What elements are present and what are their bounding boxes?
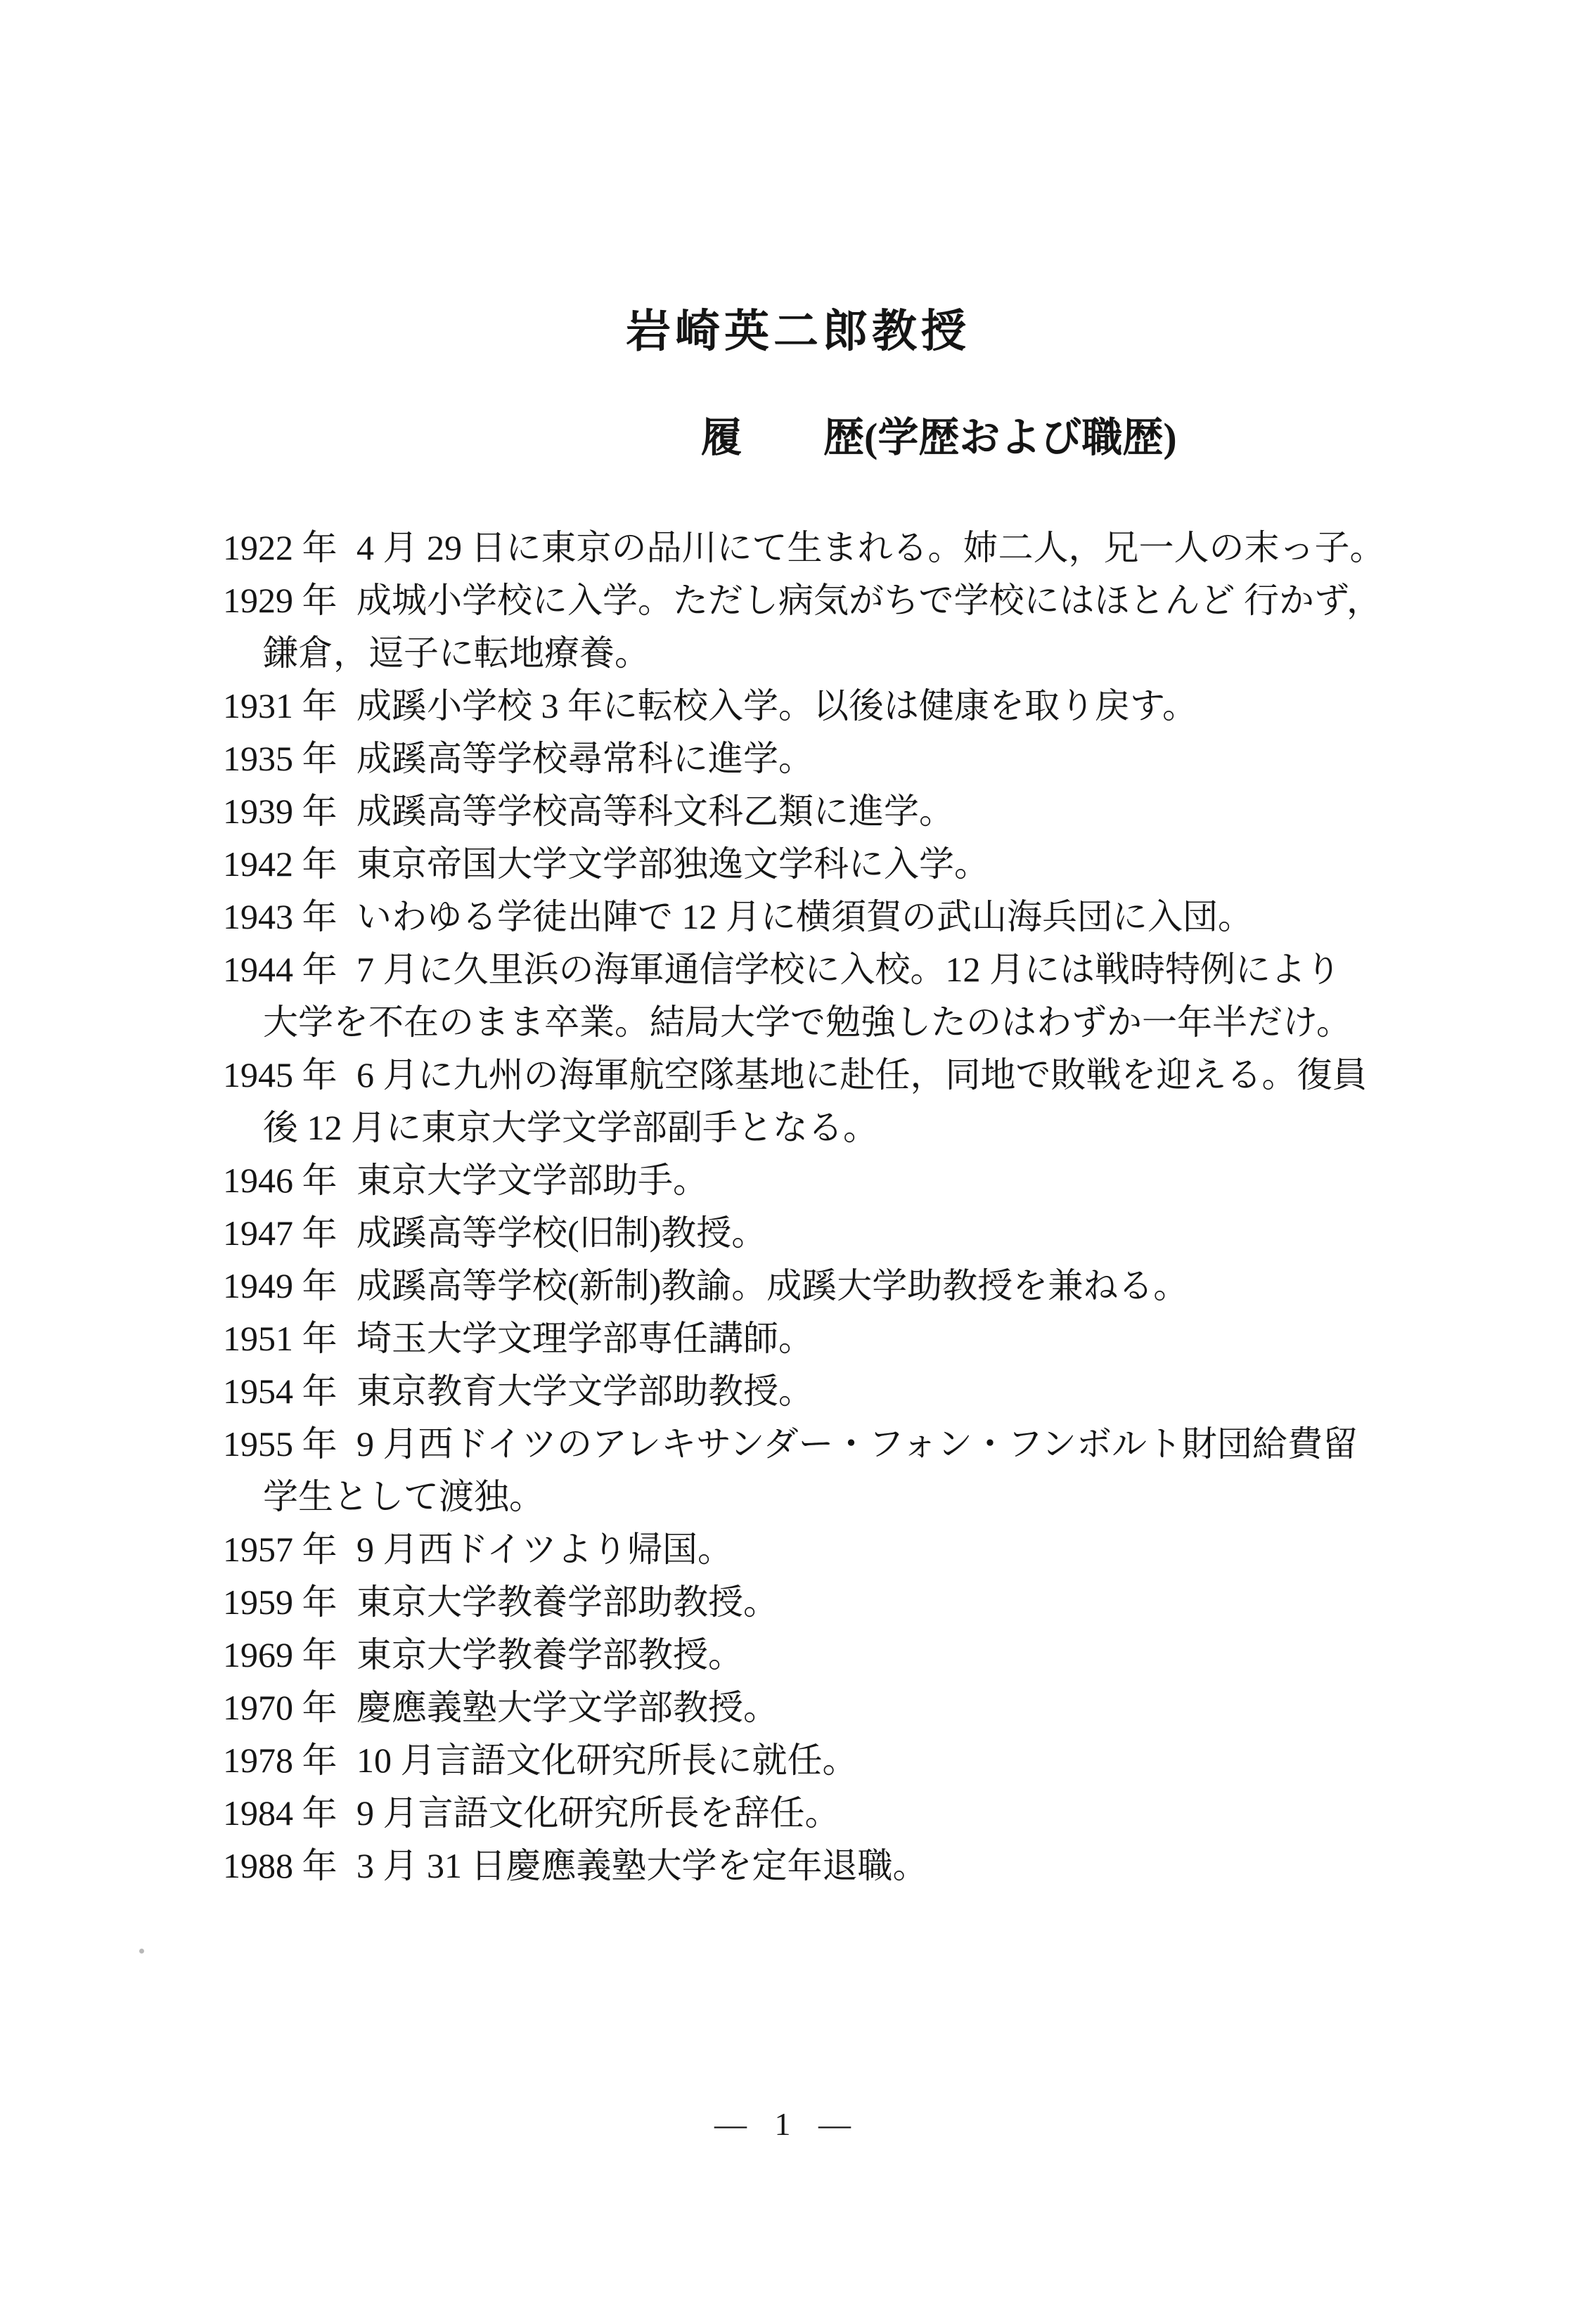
entry-text: 7 月に久里浜の海軍通信学校に入校。12 月には戦時特例により [356,950,1341,989]
cv-line [223,1049,1517,1102]
entry-year: 1942 年 [223,844,338,884]
cv-line [223,1154,1517,1207]
entry-year: 1957 年 [223,1530,338,1569]
cv-line [223,1629,1517,1681]
entry-year: 1943 年 [223,897,338,936]
entry-text: 3 月 31 日慶應義塾大学を定年退職。 [356,1846,928,1885]
entry-year: 1939 年 [223,792,338,831]
scan-artifact-dot [139,1949,144,1954]
cv-line [223,732,1517,785]
cv-line [223,785,1517,838]
cv-line [223,1681,1517,1734]
entry-text: 成蹊高等学校(旧制)教授。 [356,1213,767,1253]
entry-text: 9 月西ドイツのアレキサンダー・フォン・フンボルト財団給費留 [356,1424,1358,1464]
cv-line [223,680,1517,732]
entry-year: 1949 年 [223,1266,338,1305]
entry-year: 1935 年 [223,739,338,778]
cv-line [223,1102,1517,1154]
entry-year: 1929 年 [223,581,338,620]
entry-year: 1959 年 [223,1582,338,1622]
entry-text: 慶應義塾大学文学部教授。 [356,1688,778,1727]
cv-line [223,574,1517,627]
cv-line [223,1260,1517,1312]
entry-text: 学生として渡独。 [263,1477,544,1516]
cv-line [223,996,1517,1049]
entry-text: 東京大学教養学部教授。 [356,1635,743,1674]
cv-line [223,1365,1517,1418]
entry-year: 1944 年 [223,950,338,989]
entry-text: 成蹊高等学校高等科文科乙類に進学。 [356,792,954,831]
cv-line [223,891,1517,943]
entry-text: 成蹊高等学校(新制)教諭。成蹊大学助教授を兼ねる。 [356,1266,1189,1305]
cv-line [223,1840,1517,1892]
entry-text: 東京大学教養学部助教授。 [356,1582,778,1622]
entry-year: 1954 年 [223,1371,338,1411]
entry-year: 1922 年 [223,528,338,567]
cv-line [223,1734,1517,1787]
cv-entries [223,522,1517,1892]
entry-text: 東京教育大学文学部助教授。 [356,1371,814,1411]
entry-text: 9 月西ドイツより帰国。 [356,1530,733,1569]
entry-year: 1946 年 [223,1161,338,1200]
cv-line [223,627,1517,680]
entry-text: 10 月言語文化研究所長に就任。 [356,1741,858,1780]
entry-year: 1969 年 [223,1635,338,1674]
entry-text: 4 月 29 日に東京の品川にて生まれる。姉二人，兄一人の末っ子。 [356,528,1385,567]
entry-text: 成城小学校に入学。ただし病気がちで学校にはほとんど 行かず， [356,581,1382,620]
entry-text: 大学を不在のまま卒業。結局大学で勉強したのはわずか一年半だけ。 [263,1002,1351,1042]
entry-text: いわゆる学徒出陣で 12 月に横須賀の武山海兵団に入団。 [356,897,1253,936]
cv-line [223,1418,1517,1471]
entry-text: 9 月言語文化研究所長を辞任。 [356,1793,840,1833]
cv-line [223,1471,1517,1523]
entry-text: 成蹊高等学校尋常科に進学。 [356,739,814,778]
entry-year: 1970 年 [223,1688,338,1727]
entry-text: 6 月に九州の海軍航空隊基地に赴任，同地で敗戦を迎える。復員 [356,1055,1368,1095]
entry-text: 成蹊小学校 3 年に転校入学。以後は健康を取り戻す。 [356,686,1197,725]
entry-year: 1978 年 [223,1741,338,1780]
cv-line [223,838,1517,891]
cv-line [223,1312,1517,1365]
entry-text: 後 12 月に東京大学文学部副手となる。 [263,1108,878,1147]
entry-year: 1984 年 [223,1793,338,1833]
entry-text: 東京帝国大学文学部独逸文学科に入学。 [356,844,989,884]
entry-year: 1951 年 [223,1319,338,1358]
cv-line [223,1207,1517,1260]
entry-year: 1945 年 [223,1055,338,1095]
entry-year: 1931 年 [223,686,338,725]
entry-text: 埼玉大学文理学部専任講師。 [356,1319,814,1358]
cv-line [223,522,1517,574]
cv-line [223,1576,1517,1629]
page-number: — 1 — [714,2106,861,2142]
entry-year: 1947 年 [223,1213,338,1253]
entry-year: 1955 年 [223,1424,338,1464]
cv-line [223,943,1517,996]
page-title: 岩崎英二郎教授 [626,306,970,356]
cv-line [223,1787,1517,1840]
section-heading: 履 歴(学歴および職歴) [701,415,1177,460]
entry-text: 東京大学文学部助手。 [356,1161,708,1200]
cv-line [223,1523,1517,1576]
entry-year: 1988 年 [223,1846,338,1885]
entry-text: 鎌倉，逗子に転地療養。 [263,633,650,673]
